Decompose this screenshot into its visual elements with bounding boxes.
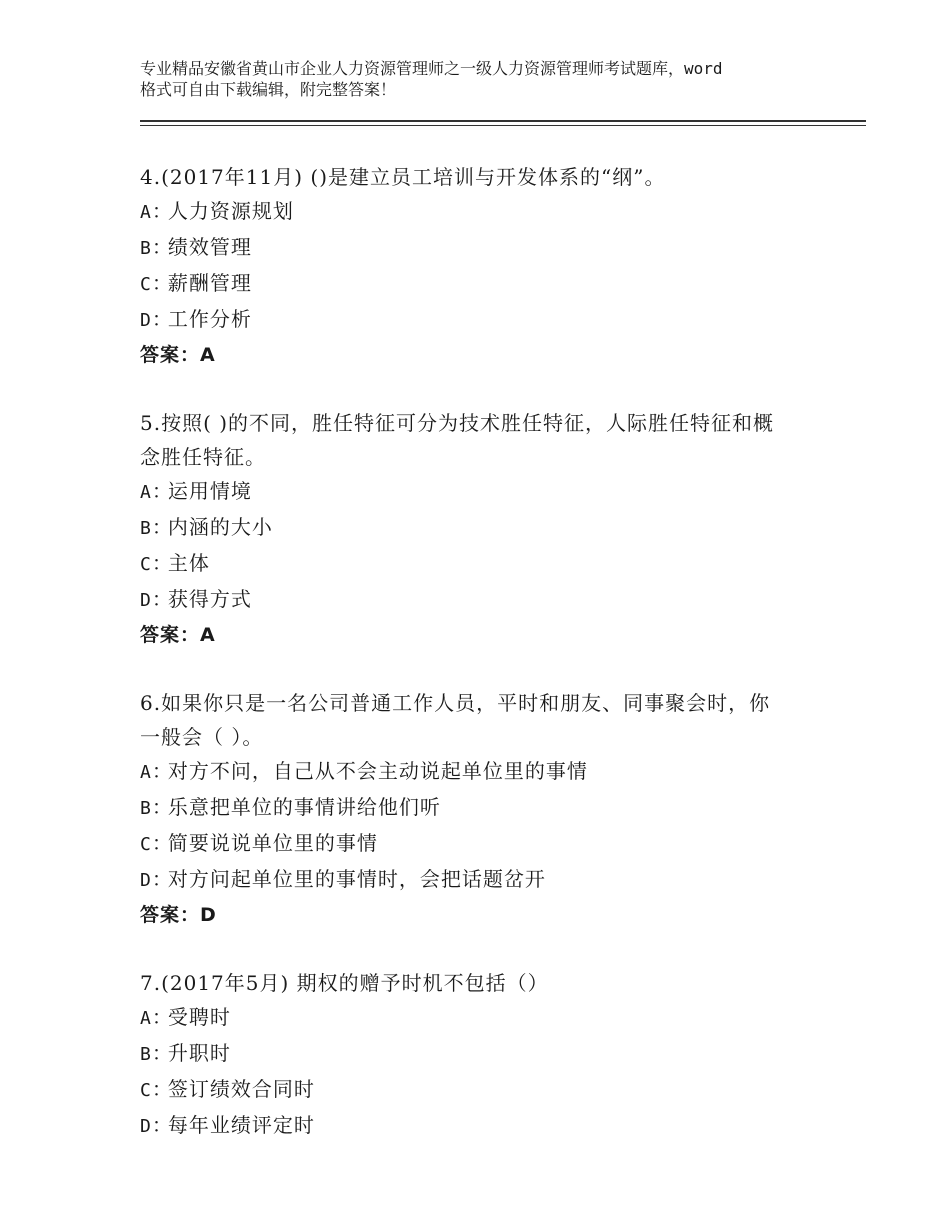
question-stem: 念胜任特征。: [140, 445, 266, 469]
question-list: [140, 160, 820, 1178]
option-key: D: [140, 1116, 152, 1137]
option-text: 每年业绩评定时: [167, 1113, 315, 1137]
option-separator: ：: [151, 551, 173, 575]
option-text: 人力资源规划: [167, 199, 294, 223]
option-key: D: [140, 590, 152, 611]
question-block: [140, 406, 820, 652]
option-separator: ：: [151, 1113, 173, 1137]
option-key: A: [140, 1008, 152, 1029]
option-text: 绩效管理: [167, 235, 252, 259]
answer-key: 答案：D: [140, 904, 217, 926]
option-separator: ：: [151, 515, 173, 539]
option-key: B: [140, 798, 152, 819]
option-key: C: [140, 554, 152, 575]
option-separator: ：: [151, 1041, 173, 1065]
answer-option: [140, 302, 820, 338]
answer-option: [140, 1036, 820, 1072]
question-block: [140, 686, 820, 932]
answer-option: [140, 474, 820, 510]
answer-option: [140, 510, 820, 546]
answer-key: 答案：A: [140, 624, 216, 646]
answer-option: [140, 1000, 820, 1036]
option-separator: ：: [151, 307, 173, 331]
option-separator: ：: [151, 759, 173, 783]
option-text: 获得方式: [167, 587, 252, 611]
question-stem: 一般会（ ）。: [140, 725, 264, 749]
header-divider-thin: [140, 125, 866, 126]
question-stem: 5.按照( )的不同，胜任特征可分为技术胜任特征，人际胜任特征和概: [140, 411, 775, 435]
option-key: B: [140, 1044, 152, 1065]
option-separator: ：: [151, 271, 173, 295]
answer-option: [140, 194, 820, 230]
option-key: D: [140, 870, 152, 891]
option-separator: ：: [151, 199, 173, 223]
option-separator: ：: [151, 479, 173, 503]
option-text: 乐意把单位的事情讲给他们听: [167, 795, 441, 819]
option-key: D: [140, 310, 152, 331]
header-line-2: 格式可自由下载编辑，附完整答案！: [140, 80, 397, 99]
question-stem: 6.如果你只是一名公司普通工作人员，平时和朋友、同事聚会时，你: [140, 691, 771, 715]
option-separator: ：: [151, 235, 173, 259]
header-line-1: 专业精品安徽省黄山市企业人力资源管理师之一级人力资源管理师考试题库，word: [140, 59, 723, 78]
answer-key: 答案：A: [140, 344, 216, 366]
question-block: [140, 966, 820, 1144]
option-text: 工作分析: [167, 307, 252, 331]
option-text: 主体: [167, 551, 210, 575]
answer-option: [140, 1072, 820, 1108]
header-divider-thick: [140, 120, 866, 122]
answer-option: [140, 754, 820, 790]
option-key: C: [140, 1080, 152, 1101]
option-text: 薪酬管理: [167, 271, 252, 295]
question-stem: 7.(2017年5月) 期权的赠予时机不包括（）: [140, 971, 549, 995]
option-key: C: [140, 834, 152, 855]
option-key: B: [140, 518, 152, 539]
option-separator: ：: [151, 1005, 173, 1029]
option-key: A: [140, 202, 152, 223]
option-separator: ：: [151, 795, 173, 819]
answer-option: [140, 826, 820, 862]
option-text: 对方不问，自己从不会主动说起单位里的事情: [167, 759, 588, 783]
option-separator: ：: [151, 587, 173, 611]
option-separator: ：: [151, 867, 173, 891]
option-text: 运用情境: [167, 479, 252, 503]
option-text: 内涵的大小: [167, 515, 273, 539]
option-separator: ：: [151, 1077, 173, 1101]
answer-option: [140, 1108, 820, 1144]
answer-option: [140, 230, 820, 266]
question-stem: 4.(2017年11月) ()是建立员工培训与开发体系的“纲”。: [140, 165, 666, 189]
option-text: 对方问起单位里的事情时，会把话题岔开: [167, 867, 546, 891]
question-block: [140, 160, 820, 372]
option-key: A: [140, 482, 152, 503]
option-text: 签订绩效合同时: [167, 1077, 315, 1101]
answer-option: [140, 862, 820, 898]
answer-option: [140, 790, 820, 826]
option-text: 简要说说单位里的事情: [167, 831, 378, 855]
option-key: A: [140, 762, 152, 783]
option-key: B: [140, 238, 152, 259]
document-header: [140, 58, 830, 100]
answer-option: [140, 546, 820, 582]
answer-option: [140, 582, 820, 618]
answer-option: [140, 266, 820, 302]
option-text: 受聘时: [167, 1005, 231, 1029]
option-separator: ：: [151, 831, 173, 855]
option-key: C: [140, 274, 152, 295]
option-text: 升职时: [167, 1041, 231, 1065]
